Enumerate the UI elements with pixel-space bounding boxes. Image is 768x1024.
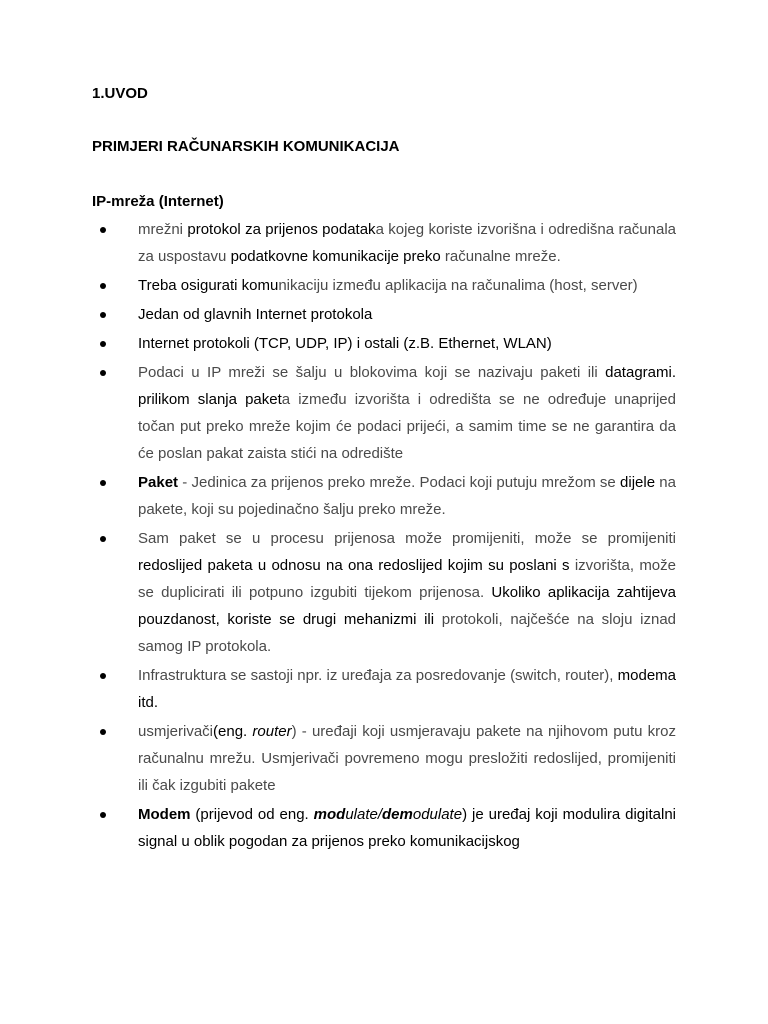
bullet-icon	[100, 227, 106, 233]
list-item: Modem (prijevod od eng. modulate/demodulate) je uređaj koji modulira digitalni signal u oblik pogodan za prijenos preko komunikacijskog	[92, 801, 676, 855]
list-item: Podaci u IP mreži se šalju u blokovima koji se nazivaju paketi ili datagrami. prilikom slanja paketa između izvorišta i odredišta se ne određuje unaprijed točan put preko mreže kojim će podaci prijeći, a samim time se ne garantira da će poslan pakat zaista stići na odredište	[92, 359, 676, 467]
bullet-icon	[100, 283, 106, 289]
chapter-heading: 1.UVOD	[92, 85, 148, 102]
bullet-icon	[100, 480, 106, 486]
list-item: Internet protokoli (TCP, UDP, IP) i ostali (z.B. Ethernet, WLAN)	[92, 330, 676, 357]
list-item: Jedan od glavnih Internet protokola	[92, 301, 676, 328]
bullet-icon	[100, 729, 106, 735]
subsection-heading: IP-mreža (Internet)	[92, 193, 224, 210]
list-item: Sam paket se u procesu prijenosa može promijeniti, može se promijeniti redoslijed paketa u odnosu na ona redoslijed kojim su poslani s izvorišta, može se duplicirati ili potpuno izgubiti tijekom prijenosa. Ukoliko aplikacija zahtijeva pouzdanost, koriste se drugi mehanizmi ili protokoli, najčešće na sloju iznad samog IP protokola.	[92, 525, 676, 660]
list-item: usmjerivači(eng. router) - uređaji koji usmjeravaju pakete na njihovom putu kroz računalnu mrežu. Usmjerivači povremeno mogu presložiti redoslijed, promijeniti ili čak izgubiti pakete	[92, 718, 676, 799]
bullet-icon	[100, 812, 106, 818]
bullet-icon	[100, 370, 106, 376]
bullet-icon	[100, 341, 106, 347]
list-item: mrežni protokol za prijenos podataka kojeg koriste izvorišna i odredišna računala za uspostavu podatkovne komunikacije preko računalne mreže.	[92, 216, 676, 270]
section-heading: PRIMJERI RAČUNARSKIH KOMUNIKACIJA	[92, 138, 400, 155]
bullet-icon	[100, 673, 106, 679]
list-item: Treba osigurati komunikaciju između aplikacija na računalima (host, server)	[92, 272, 676, 299]
list-item: Infrastruktura se sastoji npr. iz uređaja za posredovanje (switch, router), modema itd.	[92, 662, 676, 716]
bullet-icon	[100, 312, 106, 318]
list-item: Paket - Jedinica za prijenos preko mreže. Podaci koji putuju mrežom se dijele na pakete, koji su pojedinačno šalju preko mreže.	[92, 469, 676, 523]
bullet-icon	[100, 536, 106, 542]
bullet-list	[92, 216, 676, 855]
